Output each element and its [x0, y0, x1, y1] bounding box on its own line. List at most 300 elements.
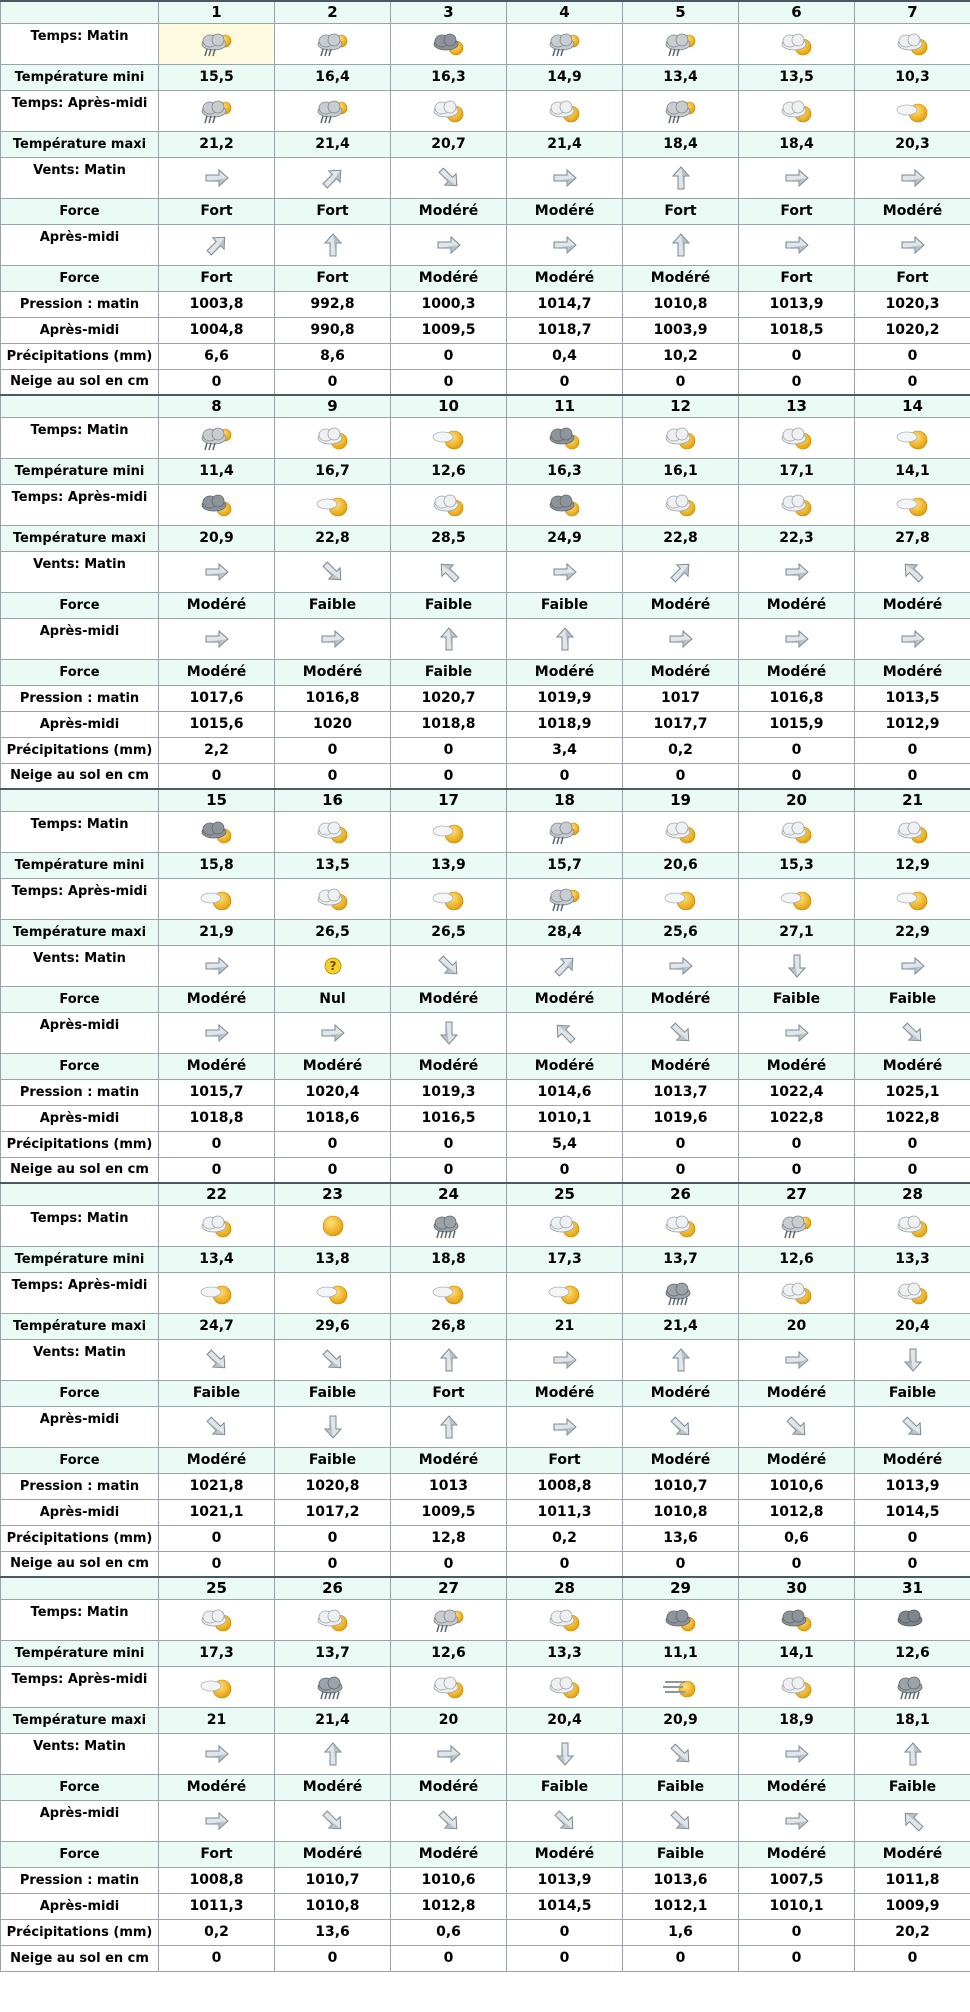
weather-afternoon-cell	[623, 878, 739, 919]
wind-arrow-east-icon	[623, 951, 738, 981]
wind-force-value: Faible	[623, 1774, 739, 1800]
day-number: 3	[391, 1, 507, 23]
wind-force-value: Faible	[275, 1380, 391, 1406]
cloud-sun-icon	[855, 817, 970, 847]
day-number: 4	[507, 1, 623, 23]
temp-min-value: 13,9	[391, 852, 507, 878]
pressure-value: 1010,1	[739, 1893, 855, 1919]
wind-morning-cell	[623, 551, 739, 592]
wind-afternoon-cell	[507, 1406, 623, 1447]
pressure-afternoon-row	[1, 711, 970, 737]
wind-afternoon-cell	[507, 618, 623, 659]
precipitation-value: 0	[739, 1919, 855, 1945]
wind-morning-cell	[855, 945, 970, 986]
wind-force-value: Faible	[275, 592, 391, 618]
pressure-morning-label: Pression : matin	[1, 1473, 159, 1499]
wind-afternoon-label: Après-midi	[1, 1800, 159, 1841]
wind-force-value: Faible	[507, 592, 623, 618]
temp-min-value: 20,6	[623, 852, 739, 878]
wind-arrow-southeast-icon	[275, 1806, 390, 1836]
wind-arrow-east-icon	[739, 230, 854, 260]
wind-morning-label: Vents: Matin	[1, 1733, 159, 1774]
wind-arrow-southeast-icon	[391, 163, 506, 193]
rain-cloud-icon	[159, 29, 274, 59]
temp-min-value: 11,1	[623, 1640, 739, 1666]
weather-morning-cell	[855, 811, 970, 852]
temp-max-value: 21,4	[275, 131, 391, 157]
wind-afternoon-cell	[159, 224, 275, 265]
weather-morning-cell	[391, 1599, 507, 1640]
day-number: 28	[855, 1183, 970, 1205]
wind-force-value: Modéré	[739, 592, 855, 618]
weather-morning-cell	[739, 23, 855, 64]
wind-force-value: Fort	[623, 198, 739, 224]
pressure-value: 1011,3	[159, 1893, 275, 1919]
temp-min-value: 12,6	[391, 1640, 507, 1666]
temp-max-value: 20,9	[623, 1707, 739, 1733]
wind-afternoon-cell	[275, 1012, 391, 1053]
temp-max-value: 20,9	[159, 525, 275, 551]
wind-force-morning-row	[1, 1380, 970, 1406]
temp-max-value: 20	[391, 1707, 507, 1733]
pressure-value: 1013,9	[739, 291, 855, 317]
temp-max-label: Température maxi	[1, 919, 159, 945]
wind-arrow-east-icon	[739, 557, 854, 587]
wind-morning-label: Vents: Matin	[1, 157, 159, 198]
temp-max-label: Température maxi	[1, 1707, 159, 1733]
wind-morning-row	[1, 945, 970, 986]
wind-force-afternoon-label: Force	[1, 265, 159, 291]
wind-force-value: Modéré	[159, 986, 275, 1012]
wind-arrow-east-icon	[739, 163, 854, 193]
day-number: 6	[739, 1, 855, 23]
pressure-value: 1025,1	[855, 1079, 970, 1105]
day-number: 12	[623, 395, 739, 417]
day-number: 18	[507, 789, 623, 811]
snow-label: Neige au sol en cm	[1, 1551, 159, 1577]
wind-arrow-northeast-icon	[623, 557, 738, 587]
temp-max-value: 25,6	[623, 919, 739, 945]
wind-arrow-northeast-icon	[159, 230, 274, 260]
wind-afternoon-cell	[739, 618, 855, 659]
precipitation-row	[1, 343, 970, 369]
wind-afternoon-cell	[855, 224, 970, 265]
wind-morning-cell	[623, 945, 739, 986]
day-number: 25	[507, 1183, 623, 1205]
precipitation-row	[1, 1919, 970, 1945]
temp-max-value: 20,7	[391, 131, 507, 157]
snow-value: 0	[739, 1945, 855, 1971]
wind-force-value: Modéré	[739, 1841, 855, 1867]
rain-cloud-icon	[275, 96, 390, 126]
wind-arrow-south-icon	[275, 1412, 390, 1442]
precipitation-value: 5,4	[507, 1131, 623, 1157]
wind-arrow-east-icon	[855, 951, 970, 981]
precipitation-value: 12,8	[391, 1525, 507, 1551]
wind-afternoon-row	[1, 618, 970, 659]
wind-force-value: Faible	[739, 986, 855, 1012]
sun-cloud-icon	[855, 884, 970, 914]
cloud-sun-icon	[623, 1211, 738, 1241]
snow-value: 0	[507, 763, 623, 789]
weather-morning-label: Temps: Matin	[1, 23, 159, 64]
pressure-morning-row	[1, 685, 970, 711]
wind-morning-label: Vents: Matin	[1, 1339, 159, 1380]
day-number: 16	[275, 789, 391, 811]
pressure-value: 1008,8	[159, 1867, 275, 1893]
day-number: 1	[159, 1, 275, 23]
wind-afternoon-cell	[507, 1800, 623, 1841]
temp-min-value: 13,5	[739, 64, 855, 90]
weather-afternoon-cell	[855, 90, 970, 131]
wind-arrow-north-icon	[623, 230, 738, 260]
wind-force-value: Fort	[275, 265, 391, 291]
wind-arrow-southeast-icon	[855, 1412, 970, 1442]
wind-afternoon-cell	[623, 224, 739, 265]
temp-max-value: 27,8	[855, 525, 970, 551]
cloud-sun-icon	[159, 1211, 274, 1241]
pressure-afternoon-label: Après-midi	[1, 1499, 159, 1525]
cloud-sun-icon	[739, 423, 854, 453]
dark-cloud-sun-icon	[159, 490, 274, 520]
wind-force-value: Modéré	[739, 1774, 855, 1800]
precipitation-row	[1, 1131, 970, 1157]
temp-min-value: 14,1	[739, 1640, 855, 1666]
temp-min-value: 13,5	[275, 852, 391, 878]
temp-max-value: 29,6	[275, 1313, 391, 1339]
precipitation-value: 0	[855, 343, 970, 369]
wind-force-value: Fort	[391, 1380, 507, 1406]
wind-arrow-east-icon	[739, 1345, 854, 1375]
weather-morning-cell	[391, 811, 507, 852]
weather-morning-cell	[159, 1599, 275, 1640]
snow-value: 0	[391, 369, 507, 395]
weather-afternoon-cell	[159, 484, 275, 525]
rain-heavy-icon	[855, 1672, 970, 1702]
pressure-value: 1013,9	[507, 1867, 623, 1893]
temp-min-value: 12,6	[739, 1246, 855, 1272]
wind-morning-cell	[275, 1733, 391, 1774]
wind-arrow-southeast-icon	[739, 1412, 854, 1442]
weather-afternoon-cell	[391, 484, 507, 525]
wind-arrow-south-icon	[855, 1345, 970, 1375]
temp-max-label: Température maxi	[1, 131, 159, 157]
wind-force-value: Fort	[739, 265, 855, 291]
temp-min-value: 16,4	[275, 64, 391, 90]
wind-afternoon-cell	[391, 1800, 507, 1841]
wind-arrow-north-icon	[507, 624, 622, 654]
weather-afternoon-cell	[623, 484, 739, 525]
cloud-sun-icon	[507, 96, 622, 126]
precipitation-value: 20,2	[855, 1919, 970, 1945]
precipitation-value: 0	[739, 343, 855, 369]
weather-afternoon-cell	[391, 878, 507, 919]
temp-max-value: 20,3	[855, 131, 970, 157]
sun-cloud-icon	[159, 1278, 274, 1308]
temp-min-value: 15,7	[507, 852, 623, 878]
wind-arrow-north-icon	[623, 163, 738, 193]
wind-force-value: Modéré	[275, 659, 391, 685]
temp-min-value: 17,1	[739, 458, 855, 484]
temp-max-value: 21,2	[159, 131, 275, 157]
snow-value: 0	[739, 369, 855, 395]
weather-morning-label: Temps: Matin	[1, 417, 159, 458]
cloud-sun-icon	[275, 423, 390, 453]
weather-morning-cell	[159, 811, 275, 852]
wind-afternoon-cell	[275, 1800, 391, 1841]
sun-cloud-icon	[855, 96, 970, 126]
wind-arrow-southeast-icon	[855, 1018, 970, 1048]
weather-afternoon-cell	[507, 1666, 623, 1707]
snow-row	[1, 1551, 970, 1577]
wind-afternoon-cell	[391, 1012, 507, 1053]
wind-force-value: Modéré	[275, 1053, 391, 1079]
pressure-value: 1017,7	[623, 711, 739, 737]
wind-force-value: Fort	[159, 1841, 275, 1867]
wind-force-morning-row	[1, 986, 970, 1012]
wind-force-value: Modéré	[159, 1053, 275, 1079]
rain-cloud-icon	[739, 1211, 854, 1241]
day-number: 27	[391, 1577, 507, 1599]
cloud-sun-icon	[275, 884, 390, 914]
wind-force-value: Fort	[855, 265, 970, 291]
wind-arrow-east-icon	[507, 1345, 622, 1375]
wind-morning-cell	[623, 157, 739, 198]
day-number: 13	[739, 395, 855, 417]
pressure-value: 1015,7	[159, 1079, 275, 1105]
pressure-value: 1003,8	[159, 291, 275, 317]
dark-cloud-sun-icon	[623, 1605, 738, 1635]
day-number: 22	[159, 1183, 275, 1205]
wind-arrow-southeast-icon	[507, 1806, 622, 1836]
pressure-value: 1018,6	[275, 1105, 391, 1131]
temp-max-value: 21,4	[275, 1707, 391, 1733]
snow-row	[1, 763, 970, 789]
pressure-value: 1013,6	[623, 1867, 739, 1893]
pressure-morning-row	[1, 1867, 970, 1893]
wind-arrow-southeast-icon	[159, 1412, 274, 1442]
dark-cloud-sun-icon	[507, 490, 622, 520]
snow-value: 0	[623, 1157, 739, 1183]
precipitation-label: Précipitations (mm)	[1, 1131, 159, 1157]
wind-force-value: Modéré	[855, 1447, 970, 1473]
temp-min-value: 13,7	[623, 1246, 739, 1272]
temp-max-value: 22,3	[739, 525, 855, 551]
wind-afternoon-cell	[507, 1012, 623, 1053]
temp-max-value: 18,4	[623, 131, 739, 157]
pressure-value: 1018,8	[159, 1105, 275, 1131]
temp-max-row	[1, 131, 970, 157]
temp-max-row	[1, 919, 970, 945]
snow-row	[1, 1945, 970, 1971]
wind-arrow-east-icon	[855, 230, 970, 260]
wind-force-value: Modéré	[623, 1447, 739, 1473]
day-number: 30	[739, 1577, 855, 1599]
pressure-morning-label: Pression : matin	[1, 685, 159, 711]
weather-morning-row	[1, 1599, 970, 1640]
wind-morning-cell	[507, 551, 623, 592]
wind-arrow-northwest-icon	[855, 1806, 970, 1836]
weather-morning-cell	[159, 417, 275, 458]
pressure-value: 1020,7	[391, 685, 507, 711]
weather-morning-cell	[275, 1599, 391, 1640]
wind-force-value: Fort	[159, 198, 275, 224]
pressure-value: 1022,8	[855, 1105, 970, 1131]
weather-morning-cell	[855, 23, 970, 64]
pressure-afternoon-label: Après-midi	[1, 1893, 159, 1919]
wind-force-value: Modéré	[159, 592, 275, 618]
weather-morning-cell	[159, 23, 275, 64]
wind-force-value: Modéré	[391, 1053, 507, 1079]
wind-arrow-east-icon	[623, 624, 738, 654]
pressure-value: 1012,1	[623, 1893, 739, 1919]
wind-arrow-northwest-icon	[855, 557, 970, 587]
snow-label: Neige au sol en cm	[1, 1157, 159, 1183]
pressure-afternoon-row	[1, 1105, 970, 1131]
wind-force-afternoon-label: Force	[1, 1447, 159, 1473]
day-number: 17	[391, 789, 507, 811]
wind-arrow-east-icon	[507, 557, 622, 587]
wind-force-morning-row	[1, 1774, 970, 1800]
pressure-value: 1021,1	[159, 1499, 275, 1525]
pressure-value: 1017	[623, 685, 739, 711]
rain-cloud-icon	[507, 884, 622, 914]
cloud-sun-icon	[739, 96, 854, 126]
snow-value: 0	[623, 369, 739, 395]
wind-morning-cell	[159, 157, 275, 198]
pressure-value: 1018,7	[507, 317, 623, 343]
wind-afternoon-label: Après-midi	[1, 1012, 159, 1053]
wind-arrow-northeast-icon	[507, 951, 622, 981]
precipitation-value: 0	[391, 737, 507, 763]
wind-afternoon-cell	[739, 224, 855, 265]
temp-min-value: 17,3	[507, 1246, 623, 1272]
day-header-label	[1, 395, 159, 417]
wind-morning-cell	[739, 551, 855, 592]
pressure-value: 1020	[275, 711, 391, 737]
pressure-value: 1018,8	[391, 711, 507, 737]
wind-afternoon-cell	[507, 224, 623, 265]
dark-cloud-sun-icon	[507, 423, 622, 453]
pressure-morning-row	[1, 1473, 970, 1499]
wind-arrow-east-icon	[159, 1018, 274, 1048]
pressure-value: 1020,8	[275, 1473, 391, 1499]
wind-arrow-east-icon	[507, 1412, 622, 1442]
temp-min-value: 16,7	[275, 458, 391, 484]
precipitation-value: 0	[159, 1131, 275, 1157]
wind-afternoon-cell	[275, 224, 391, 265]
pressure-value: 1014,5	[855, 1499, 970, 1525]
wind-morning-cell	[739, 1733, 855, 1774]
wind-arrow-north-icon	[623, 1345, 738, 1375]
pressure-value: 1003,9	[623, 317, 739, 343]
snow-label: Neige au sol en cm	[1, 369, 159, 395]
weather-afternoon-cell	[275, 90, 391, 131]
wind-afternoon-cell	[623, 1406, 739, 1447]
pressure-value: 992,8	[275, 291, 391, 317]
temp-min-row	[1, 1246, 970, 1272]
pressure-value: 1010,7	[623, 1473, 739, 1499]
pressure-value: 1016,8	[739, 685, 855, 711]
day-number: 21	[855, 789, 970, 811]
temp-min-label: Température mini	[1, 458, 159, 484]
wind-force-value: Modéré	[391, 986, 507, 1012]
day-header-row	[1, 1, 970, 23]
wind-morning-cell	[739, 1339, 855, 1380]
weather-afternoon-cell	[739, 878, 855, 919]
wind-force-morning-row	[1, 198, 970, 224]
wind-afternoon-cell	[623, 618, 739, 659]
temp-max-value: 21,4	[507, 131, 623, 157]
pressure-value: 1010,1	[507, 1105, 623, 1131]
wind-morning-row	[1, 551, 970, 592]
weather-afternoon-cell	[507, 1272, 623, 1313]
snow-value: 0	[855, 1157, 970, 1183]
snow-value: 0	[391, 763, 507, 789]
day-number: 23	[275, 1183, 391, 1205]
snow-row	[1, 369, 970, 395]
sun-cloud-icon	[739, 884, 854, 914]
weather-morning-cell	[159, 1205, 275, 1246]
wind-arrow-north-icon	[275, 230, 390, 260]
temp-min-value: 15,3	[739, 852, 855, 878]
day-number: 11	[507, 395, 623, 417]
wind-force-value: Fort	[275, 198, 391, 224]
precipitation-value: 0	[855, 1131, 970, 1157]
wind-morning-row	[1, 157, 970, 198]
pressure-value: 1017,2	[275, 1499, 391, 1525]
precipitation-value: 10,2	[623, 343, 739, 369]
temp-max-value: 21,4	[623, 1313, 739, 1339]
wind-arrow-east-icon	[159, 557, 274, 587]
temp-max-value: 24,9	[507, 525, 623, 551]
pressure-value: 1014,6	[507, 1079, 623, 1105]
pressure-value: 1019,9	[507, 685, 623, 711]
wind-afternoon-cell	[739, 1406, 855, 1447]
day-number: 24	[391, 1183, 507, 1205]
pressure-value: 1010,8	[623, 291, 739, 317]
day-number: 25	[159, 1577, 275, 1599]
wind-force-value: Fort	[507, 1447, 623, 1473]
wind-arrow-southeast-icon	[623, 1018, 738, 1048]
cloud-sun-icon	[391, 1672, 506, 1702]
wind-morning-cell	[275, 1339, 391, 1380]
wind-force-morning-row	[1, 592, 970, 618]
snow-value: 0	[855, 763, 970, 789]
wind-morning-cell	[507, 157, 623, 198]
weather-afternoon-cell	[739, 1272, 855, 1313]
wind-morning-cell	[855, 157, 970, 198]
wind-morning-cell	[623, 1339, 739, 1380]
wind-morning-cell	[855, 1733, 970, 1774]
sun-cloud-icon	[159, 884, 274, 914]
day-header-row	[1, 1183, 970, 1205]
wind-force-value: Modéré	[275, 1774, 391, 1800]
wind-morning-label: Vents: Matin	[1, 551, 159, 592]
wind-morning-cell	[623, 1733, 739, 1774]
weather-morning-row	[1, 1205, 970, 1246]
weather-afternoon-label: Temps: Après-midi	[1, 90, 159, 131]
weather-afternoon-label: Temps: Après-midi	[1, 878, 159, 919]
wind-morning-cell	[855, 551, 970, 592]
precipitation-value: 0	[391, 343, 507, 369]
weather-morning-cell	[507, 417, 623, 458]
wind-force-value: Faible	[855, 1774, 970, 1800]
wind-arrow-southeast-icon	[159, 1345, 274, 1375]
pressure-value: 1013,7	[623, 1079, 739, 1105]
temp-max-value: 27,1	[739, 919, 855, 945]
temp-min-value: 17,3	[159, 1640, 275, 1666]
